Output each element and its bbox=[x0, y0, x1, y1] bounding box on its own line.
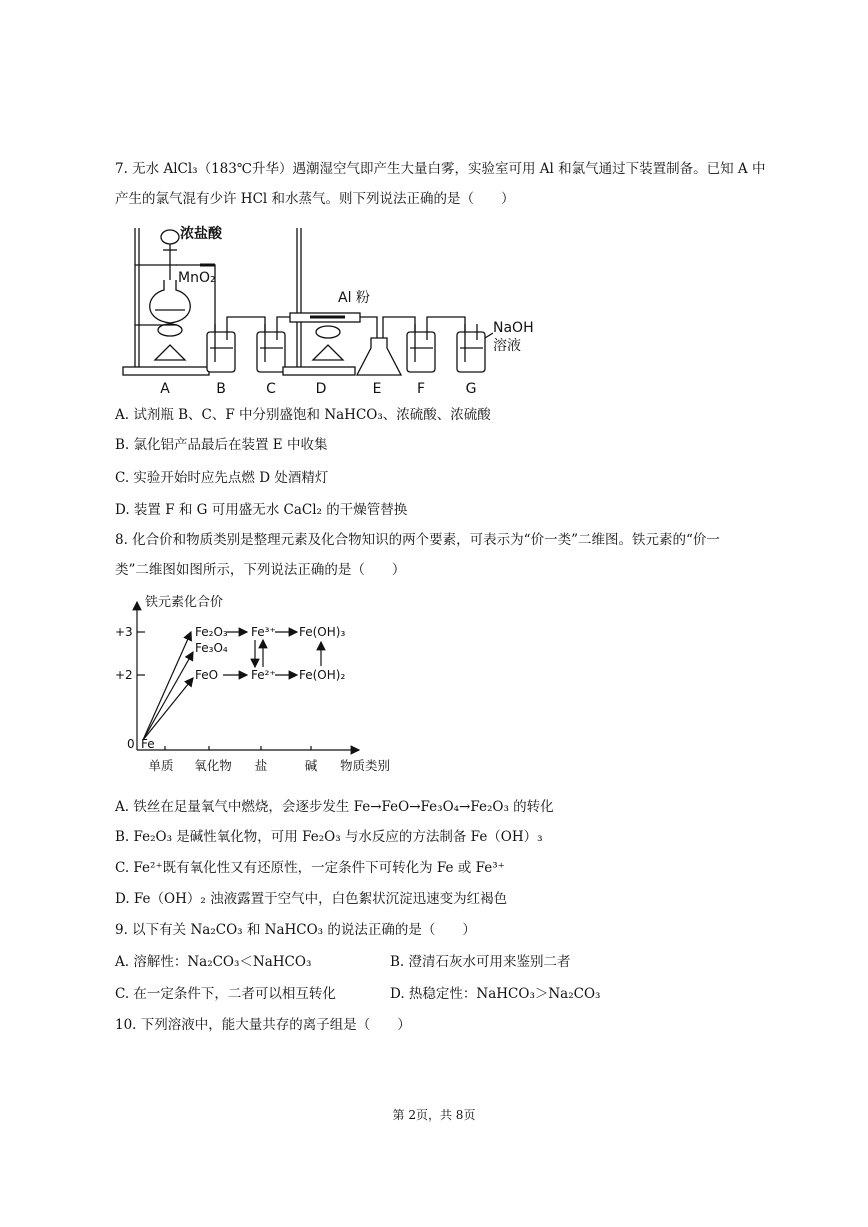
q8-option-b: B. Fe₂O₃ 是碱性氧化物，可用 Fe₂O₃ 与水反应的方法制备 Fe（OH）₃ bbox=[115, 829, 543, 845]
apparatus-label-g: G bbox=[465, 381, 477, 397]
y-tick-plus2: +2 bbox=[115, 668, 133, 682]
q8-option-a: A. 铁丝在足量氧气中燃烧，会逐步发生 Fe→FeO→Fe₃O₄→Fe₂O₃ 的转化 bbox=[115, 799, 554, 815]
apparatus-label-a: A bbox=[160, 381, 170, 397]
x-tick-base: 碱 bbox=[304, 758, 318, 773]
label-conc-hcl: 浓盐酸 bbox=[180, 226, 222, 242]
species-feo: FeO bbox=[195, 668, 219, 682]
label-naoh: NaOH bbox=[493, 320, 534, 336]
x-tick-salt: 盐 bbox=[254, 758, 268, 773]
q9-option-b: B. 澄清石灰水可用来鉴别二者 bbox=[390, 954, 571, 970]
x-tick-elemental: 单质 bbox=[148, 758, 174, 773]
apparatus-label-e: E bbox=[372, 381, 382, 397]
x-axis-title: 物质类别 bbox=[339, 758, 391, 773]
species-fe3plus: Fe³⁺ bbox=[251, 625, 276, 639]
q8-stem-line-2: 类”二维图如图所示，下列说法正确的是（ ） bbox=[115, 562, 406, 578]
q10-stem: 10. 下列溶液中，能大量共存的离子组是（ ） bbox=[115, 1017, 411, 1033]
label-mno2: MnO₂ bbox=[178, 270, 216, 286]
q8-option-c: C. Fe²⁺既有氧化性又有还原性，一定条件下可转化为 Fe 或 Fe³⁺ bbox=[115, 860, 505, 876]
apparatus-label-d: D bbox=[315, 381, 327, 397]
q9-option-d: D. 热稳定性：NaHCO₃＞Na₂CO₃ bbox=[390, 986, 601, 1002]
species-feoh3: Fe(OH)₃ bbox=[299, 625, 346, 639]
species-fe2plus: Fe²⁺ bbox=[251, 668, 276, 682]
y-tick-plus3: +3 bbox=[115, 625, 133, 639]
q9-option-a: A. 溶解性：Na₂CO₃＜NaHCO₃ bbox=[115, 954, 312, 970]
species-feoh2: Fe(OH)₂ bbox=[299, 668, 346, 682]
label-al-powder: Al 粉 bbox=[338, 290, 370, 306]
q9-option-c: C. 在一定条件下，二者可以相互转化 bbox=[115, 986, 336, 1002]
q7-option-c: C. 实验开始时应先点燃 D 处酒精灯 bbox=[115, 470, 329, 486]
page-footer: 第 2页，共 8页 bbox=[392, 1108, 476, 1122]
apparatus-label-f: F bbox=[416, 381, 426, 397]
q7-stem-line-2: 产生的氯气混有少许 HCl 和水蒸气。则下列说法正确的是（ ） bbox=[115, 191, 515, 207]
x-tick-oxide: 氧化物 bbox=[194, 758, 232, 773]
y-axis-title: 铁元素化合价 bbox=[145, 595, 224, 610]
label-solution: 溶液 bbox=[493, 338, 521, 354]
q7-option-a: A. 试剂瓶 B、C、F 中分别盛饱和 NaHCO₃、浓硫酸、浓硫酸 bbox=[115, 407, 491, 423]
apparatus-label-b: B bbox=[216, 381, 226, 397]
apparatus-label-c: C bbox=[266, 381, 276, 397]
q8-option-d: D. Fe（OH）₂ 浊液露置于空气中，白色絮状沉淀迅速变为红褐色 bbox=[115, 891, 508, 907]
q7-option-d: D. 装置 F 和 G 可用盛无水 CaCl₂ 的干燥管替换 bbox=[115, 502, 408, 518]
q7-stem-line-1: 7. 无水 AlCl₃（183℃升华）遇潮湿空气即产生大量白雾，实验室可用 Al 和氯气通过下装置制备。已知 A 中 bbox=[115, 161, 766, 177]
species-fe2o3: Fe₂O₃ bbox=[195, 625, 228, 639]
y-tick-0: 0 bbox=[127, 737, 135, 751]
q7-apparatus-diagram bbox=[115, 220, 545, 400]
species-fe: Fe bbox=[141, 737, 155, 751]
q8-valence-class-diagram bbox=[115, 592, 415, 784]
species-fe3o4: Fe₃O₄ bbox=[195, 641, 228, 655]
q7-option-b: B. 氯化铝产品最后在装置 E 中收集 bbox=[115, 437, 328, 453]
q8-stem-line-1: 8. 化合价和物质类别是整理元素及化合物知识的两个要素，可表示为“价一类”二维图。铁元素的“价一 bbox=[115, 532, 720, 548]
q9-stem: 9. 以下有关 Na₂CO₃ 和 NaHCO₃ 的说法正确的是（ ） bbox=[115, 922, 476, 938]
